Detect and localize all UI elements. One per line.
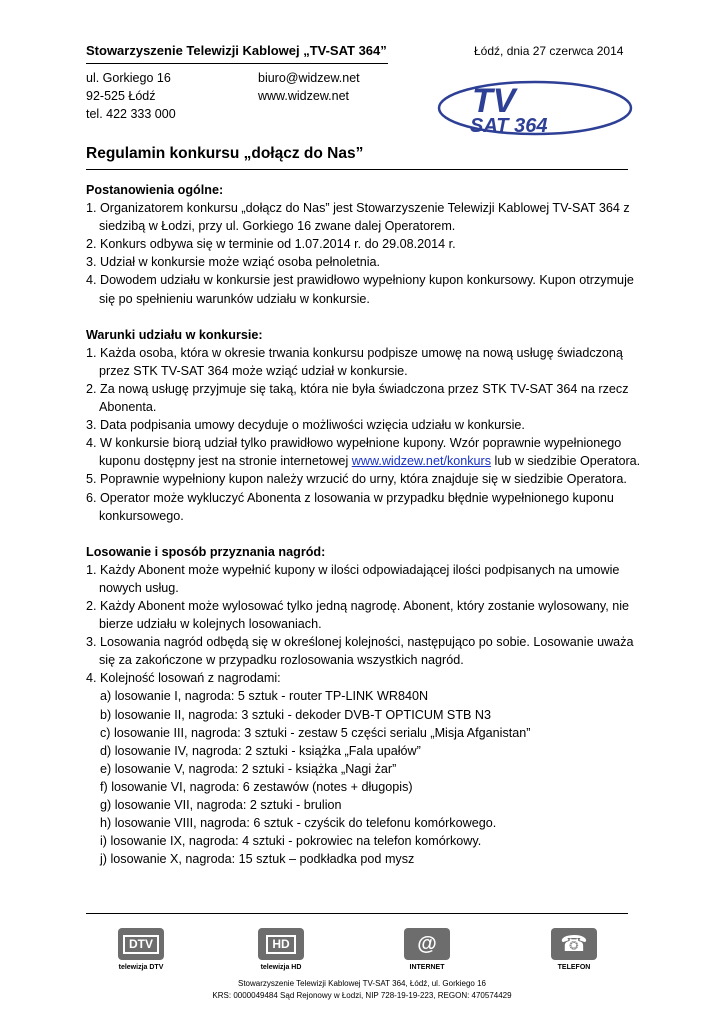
prize-draw-i: i) losowanie IX, nagroda: 4 sztuki - pokrowiec na telefon komórkowy. — [100, 834, 482, 849]
prize-draw-a: a) losowanie I, nagroda: 5 sztuk - router TP-LINK WR840N — [100, 689, 429, 704]
dtv-label: telewizja DTV — [118, 964, 164, 971]
general-item-3: 3. Udział w konkursie może wziąć osoba pełnoletnia. — [86, 255, 381, 270]
internet-label: INTERNET — [409, 964, 445, 971]
conditions-item-2: 2. Za nową usługę przyjmuje się taką, która nie była świadczona przez STK TV-SAT 364 na rzecz Abonenta. — [86, 381, 629, 415]
draw-item-3: 3. Losowania nagród odbędą się w określonej kolejności, następująco po sobie. Losowanie uważa się za zakończone w przypadku rozlosowania wszystkich nagród. — [86, 635, 634, 668]
address-phone: tel. 422 333 000 — [86, 107, 176, 121]
address-street: ul. Gorkiego 16 — [86, 71, 171, 85]
conditions-item-4 — [86, 434, 646, 470]
general-item-2: 2. Konkurs odbywa się w terminie od 1.07.2014 r. do 29.08.2014 r. — [86, 237, 456, 252]
contest-link[interactable]: www.widzew.net/konkurs — [351, 454, 492, 469]
prize-draw-b: b) losowanie II, nagroda: 3 sztuki - dekoder DVB-T OPTICUM STB N3 — [100, 707, 492, 722]
footer-address: Stowarzyszenie Telewizji Kablowej TV-SAT 364, Łódź, ul. Gorkiego 16 — [238, 979, 486, 988]
prize-draw-h: h) losowanie VIII, nagroda: 6 sztuk - czyścik do telefonu komórkowego. — [100, 816, 497, 831]
contact-website: www.widzew.net — [258, 89, 350, 103]
title-rule — [86, 169, 628, 170]
internet-icon — [404, 928, 450, 960]
prize-draw-c: c) losowanie III, nagroda: 3 sztuki - zestaw 5 części serialu „Misja Afganistan” — [100, 725, 531, 740]
section-heading-general: Postanowienia ogólne: — [86, 183, 224, 197]
telephone-icon — [551, 928, 597, 960]
contact-email: biuro@widzew.net — [258, 71, 360, 85]
hd-label: telewizja HD — [260, 964, 302, 971]
conditions-item-4-tail: lub w siedzibie Operatora. — [491, 454, 641, 469]
footer-registry: KRS: 0000049484 Sąd Rejonowy w Łodzi, NIP 728-19-19-223, REGON: 470574429 — [212, 991, 512, 1000]
draw-item-4: 4. Kolejność losowań z nagrodami: — [86, 671, 281, 686]
section-heading-draw: Losowanie i sposób przyznania nagród: — [86, 544, 326, 559]
contact-block — [258, 69, 360, 105]
document-title: Regulamin konkursu „dołącz do Nas” — [86, 145, 364, 162]
footer-rule — [86, 913, 628, 914]
conditions-item-1: 1. Każda osoba, która w okresie trwania konkursu podpisze umowę na nową usługę świadczoną przez STK TV-SAT 364 może wziąć udział w konkursie. — [86, 345, 623, 378]
organization-name: Stowarzyszenie Telewizji Kablowej „TV-SAT 364” — [86, 43, 387, 58]
prize-draw-d: d) losowanie IV, nagroda: 2 sztuki - książka „Fala upałów” — [100, 743, 421, 758]
tv-sat-logo — [432, 60, 642, 158]
conditions-item-6: 6. Operator może wykluczyć Abonenta z losowania w przypadku błędnie wypełnionego kuponu konkursowego. — [86, 490, 614, 523]
prize-draw-j: j) losowanie X, nagroda: 15 sztuk – podkładka pod mysz — [100, 852, 415, 867]
address-block — [86, 69, 176, 123]
hd-icon — [258, 928, 304, 960]
draw-item-2: 2. Każdy Abonent może wylosować tylko jedną nagrodę. Abonent, który zostanie wylosowany, nie bierze udziału w kolejnych losowaniach. — [86, 598, 630, 632]
draw-item-1: 1. Każdy Abonent może wypełnić kupony w ilości odpowiadającej ilości podpisanych na umowie nowych usług. — [86, 562, 620, 595]
address-city: 92-525 Łódź — [86, 89, 156, 103]
logo-text-top: TV — [472, 82, 516, 120]
logo-text-bottom: SAT 364 — [470, 115, 548, 137]
general-item-1: 1. Organizatorem konkursu „dołącz do Nas” jest Stowarzyszenie Telewizji Kablowej TV-SAT 364 z siedzibą w Łodzi, przy ul. Gorkiego 16 zwane dalej Operatorem. — [86, 201, 630, 234]
dtv-icon-glyph: DTV — [123, 935, 159, 954]
prize-draw-f: f) losowanie VI, nagroda: 6 zestawów (notes + długopis) — [100, 779, 413, 794]
prize-draw-e: e) losowanie V, nagroda: 2 sztuki - książka „Nagi żar” — [100, 761, 397, 776]
general-item-4: 4. Dowodem udziału w konkursie jest prawidłowo wypełniony kupon konkursowy. Kupon otrzymuje się po spełnieniu warunków udziału w konkursie. — [86, 273, 634, 306]
prize-draw-g: g) losowanie VII, nagroda: 2 sztuki - brulion — [100, 798, 342, 812]
dtv-icon — [118, 928, 164, 960]
conditions-item-4-text: 4. W konkursie biorą udział tylko prawidłowo wypełnione kupony. Wzór poprawnie wypełnionego kuponu dostępny jest na stronie internetowej — [86, 436, 622, 469]
document-date: Łódź, dnia 27 czerwca 2014 — [474, 44, 624, 58]
document-body — [86, 181, 646, 868]
telephone-label: TELEFON — [557, 964, 591, 971]
prize-draw-list — [86, 687, 646, 868]
header-underline — [86, 63, 388, 64]
internet-icon-glyph: @ — [417, 932, 437, 955]
section-heading-conditions: Warunki udziału w konkursie: — [86, 327, 263, 342]
conditions-item-5: 5. Poprawnie wypełniony kupon należy wrzucić do urny, która znajduje się w siedzibie Operatora. — [86, 472, 627, 487]
telephone-icon-glyph: ☎ — [560, 931, 588, 956]
conditions-item-3: 3. Data podpisania umowy decyduje o możliwości wzięcia udziału w konkursie. — [86, 418, 525, 433]
hd-icon-glyph: HD — [266, 935, 295, 954]
